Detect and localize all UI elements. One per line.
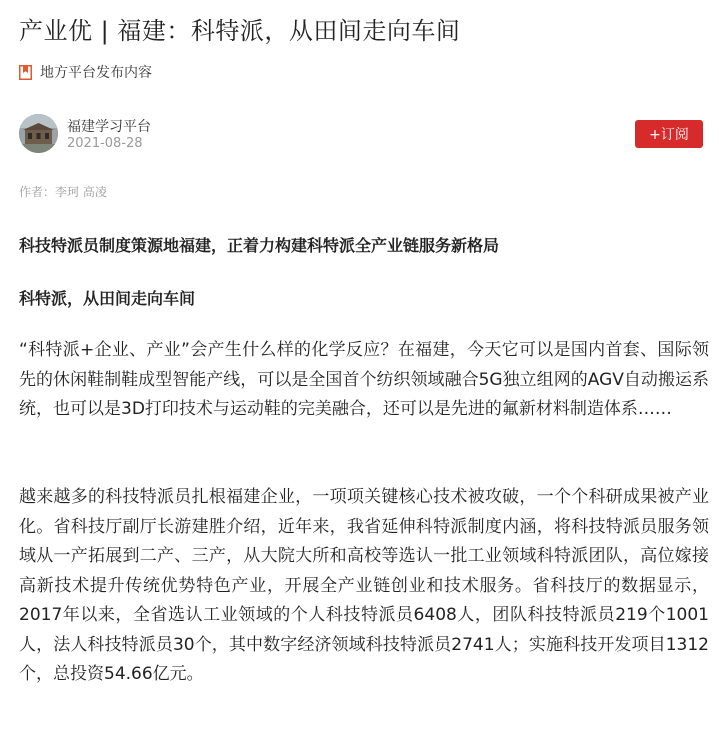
section-subtitle: 科特派，从田间走向车间 [19,289,196,308]
subscribe-button[interactable]: +订阅 [635,120,703,148]
paragraph: 越来越多的科技特派员扎根福建企业，一项项关键核心技术被攻破，一个个科研成果被产业化。省科技厅副厅长游建胜介绍，近年来，我省延伸科特派制度内涵，将科技特派员服务领域从一产拓展到二产、三产，从大院大所和高校等选认一批工业领域科特派团队，高位嫁接高新技术提升传统优势特色产业，开展全产业链创业和技术服务。省科技厅的数据显示，2017年以来，全省选认工业领域的个人科技特派员6408人，团队科技特派员219个1001人，法人科技特派员30个，其中数字经济领域科技特派员2741人；实施科技开发项目1312个，总投资54.66亿元。 [19,487,709,684]
article-title: 产业优 | 福建：科特派，从田间走向车间 [19,17,461,45]
paragraph: “科特派+企业、产业”会产生什么样的化学反应？在福建，今天它可以是国内首套、国际领先的休闲鞋制鞋成型智能产线，可以是全国首个纺织领域融合5G独立组网的AGV自动搬运系统，也可以是3D打印技术与运动鞋的完美融合，还可以是先进的氟新材料制造体系…… [19,340,709,419]
source-row [19,62,152,82]
publish-date: 2021-08-28 [67,136,143,151]
author-row [19,114,703,154]
avatar[interactable] [19,114,58,153]
byline: 作者：李珂 高凌 [19,185,107,199]
author-name[interactable]: 福建学习平台 [67,119,151,135]
bookmark-icon [19,65,32,80]
lead-text: 科技特派员制度策源地福建，正着力构建科特派全产业链服务新格局 [19,236,500,255]
source-label: 地方平台发布内容 [40,65,152,81]
